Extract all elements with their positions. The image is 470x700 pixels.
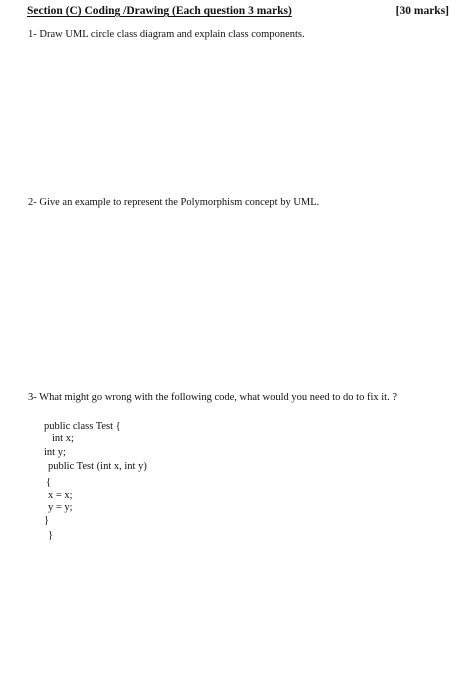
code-line: public Test (int x, int y)	[48, 461, 147, 472]
code-line: }	[48, 530, 54, 541]
code-line: {	[46, 477, 52, 488]
code-line: x = x;	[48, 490, 73, 501]
question-2: 2- Give an example to represent the Polymorphism concept by UML.	[28, 197, 320, 208]
code-line: }	[44, 515, 50, 526]
code-line: y = y;	[48, 502, 73, 513]
question-1: 1- Draw UML circle class diagram and explain class components.	[28, 29, 305, 40]
section-title: Section (C) Coding /Drawing (Each question 3 marks)	[27, 5, 292, 17]
code-line: int x;	[52, 433, 74, 444]
total-marks: [30 marks]	[395, 5, 449, 17]
question-3: 3- What might go wrong with the following code, what would you need to do to fix it. ?	[28, 392, 397, 403]
code-line: int y;	[44, 447, 66, 458]
code-line: public class Test {	[44, 421, 121, 432]
